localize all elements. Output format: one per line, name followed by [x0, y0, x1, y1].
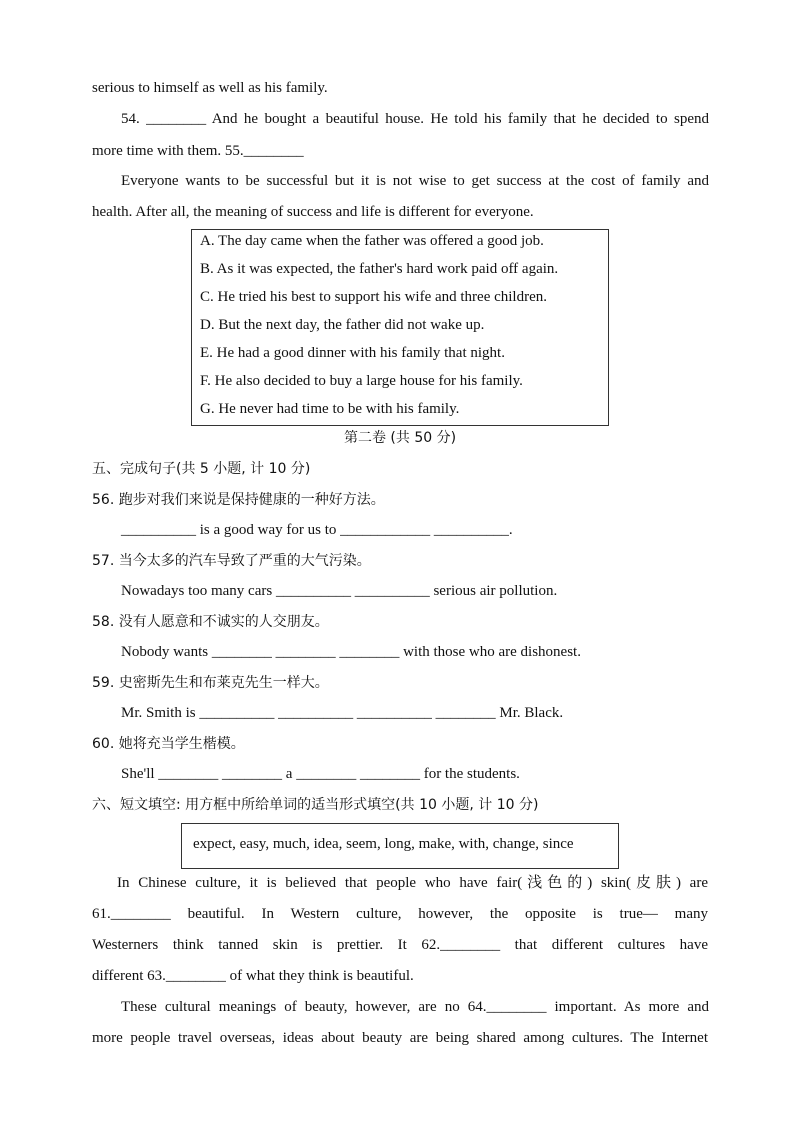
part-two-title: 第二卷 (共 50 分) — [343, 430, 457, 446]
question-57-chinese: 57. 当今太多的汽车导致了严重的大气污染。 — [92, 553, 371, 569]
cloze-line: These cultural meanings of beauty, however, are no 64.________ important. As more and — [121, 999, 709, 1015]
option-f: F. He also decided to buy a large house for his family. — [200, 373, 523, 389]
cloze-line: 61.________ beautiful. In Western culture, however, the opposite is true— many — [92, 906, 708, 922]
question-56-chinese: 56. 跑步对我们来说是保持健康的一种好方法。 — [92, 492, 385, 508]
cloze-line: different 63.________ of what they think is beautiful. — [92, 968, 414, 984]
option-g: G. He never had time to be with his family. — [200, 401, 460, 417]
section-six-title: 六、短文填空: 用方框中所给单词的适当形式填空(共 10 小题, 计 10 分) — [92, 797, 539, 813]
section-five-title: 五、完成句子(共 5 小题, 计 10 分) — [92, 461, 311, 477]
passage-line: health. After all, the meaning of success and life is different for everyone. — [92, 204, 534, 220]
passage-line: 54. ________ And he bought a beautiful house. He told his family that he decided to spend — [121, 111, 709, 127]
passage-line: more time with them. 55.________ — [92, 143, 304, 159]
option-c: C. He tried his best to support his wife and three children. — [200, 289, 548, 305]
question-60-chinese: 60. 她将充当学生楷模。 — [92, 736, 245, 752]
cloze-line: Westerners think tanned skin is prettier. It 62.________ that different cultures have — [92, 937, 708, 953]
question-56-blanks: __________ is a good way for us to ____________ __________. — [121, 522, 513, 538]
option-d: D. But the next day, the father did not wake up. — [200, 317, 485, 333]
question-58-chinese: 58. 没有人愿意和不诚实的人交朋友。 — [92, 614, 329, 630]
option-e: E. He had a good dinner with his family that night. — [200, 345, 505, 361]
question-58-blanks: Nobody wants ________ ________ ________ with those who are dishonest. — [121, 644, 581, 660]
question-57-blanks: Nowadays too many cars __________ __________ serious air pollution. — [121, 583, 558, 599]
passage-line: serious to himself as well as his family. — [92, 80, 328, 96]
cloze-line: In Chinese culture, it is believed that people who have fair(浅色的) skin(皮肤) are — [117, 875, 708, 891]
question-59-blanks: Mr. Smith is __________ __________ __________ ________ Mr. Black. — [121, 705, 564, 721]
word-box-words: expect, easy, much, idea, seem, long, make, with, change, since — [193, 836, 574, 852]
passage-line: Everyone wants to be successful but it is not wise to get success at the cost of family and — [121, 173, 709, 189]
question-59-chinese: 59. 史密斯先生和布莱克先生一样大。 — [92, 675, 329, 691]
cloze-line: more people travel overseas, ideas about beauty are being shared among cultures. The Internet — [92, 1030, 708, 1046]
option-a: A. The day came when the father was offered a good job. — [200, 233, 544, 249]
option-b: B. As it was expected, the father's hard work paid off again. — [200, 261, 559, 277]
question-60-blanks: She'll ________ ________ a ________ ________ for the students. — [121, 766, 520, 782]
